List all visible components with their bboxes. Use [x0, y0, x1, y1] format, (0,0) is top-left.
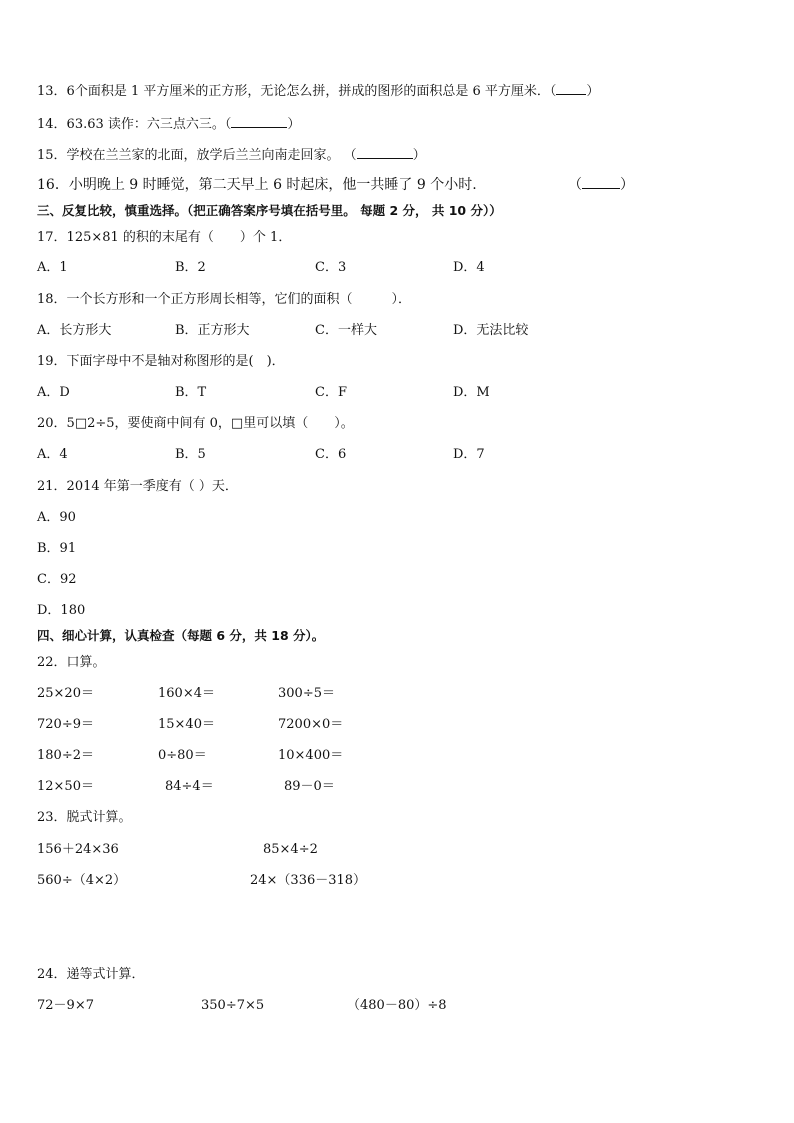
calc-item: 156＋24×36	[37, 842, 119, 857]
calc-item: 84÷4＝	[165, 779, 214, 794]
calc-item: 12×50＝	[37, 779, 94, 794]
question-16-answer: （ ）	[568, 177, 634, 193]
option-c[interactable]: C．一样大	[315, 323, 377, 338]
calc-item: 720÷9＝	[37, 717, 94, 732]
option-a[interactable]: A．长方形大	[37, 323, 112, 338]
calc-item: 24×（336－318）	[250, 873, 367, 888]
option-b[interactable]: B．91	[37, 541, 77, 556]
option-d[interactable]: D．无法比较	[453, 323, 529, 338]
calc-item: 72－9×7	[37, 998, 94, 1013]
question-17-stem: 17．125×81 的积的末尾有（ ）个 1．	[37, 230, 292, 245]
question-14: 14．63.63 读作：六三点六三。（ ）	[37, 117, 301, 132]
question-16-text: 16．小明晚上 9 时睡觉，第二天早上 6 时起床，他一共睡了 9 个小时.	[37, 177, 477, 193]
question-15-text: 15．学校在兰兰家的北面，放学后兰兰向南走回家。 （	[37, 148, 357, 163]
calc-item: 300÷5＝	[278, 686, 335, 701]
calc-item: 560÷（4×2）	[37, 873, 127, 888]
calc-item: 0÷80＝	[158, 748, 207, 763]
calc-item: 180÷2＝	[37, 748, 94, 763]
option-b[interactable]: B．2	[175, 260, 206, 275]
option-b[interactable]: B．T	[175, 385, 207, 400]
section-4-title: 四、细心计算，认真检查（每题 6 分，共 18 分）。	[37, 628, 325, 643]
calc-item: （480－80）÷8	[347, 998, 447, 1013]
section-3-title: 三、反复比较，慎重选择。（把正确答案序号填在括号里。 每题 2 分， 共 10 分））	[37, 203, 502, 218]
question-18-stem: 18．一个长方形和一个正方形周长相等，它们的面积（ ）．	[37, 292, 412, 307]
option-c[interactable]: C．6	[315, 447, 347, 462]
question-13-text: 13．6个面积是 1 平方厘米的正方形，无论怎么拼，拼成的图形的面积总是 6 平方厘米．（	[37, 84, 557, 99]
option-d[interactable]: D．7	[453, 447, 485, 462]
option-a[interactable]: A．1	[37, 260, 68, 275]
answer-blank[interactable]	[357, 146, 413, 159]
option-b[interactable]: B．5	[175, 447, 206, 462]
question-14-text: 14．63.63 读作：六三点六三。（	[37, 117, 232, 132]
calc-item: 25×20＝	[37, 686, 94, 701]
option-d[interactable]: D．4	[453, 260, 485, 275]
question-13: 13．6个面积是 1 平方厘米的正方形，无论怎么拼，拼成的图形的面积总是 6 平方厘米．（ ）	[37, 84, 600, 99]
option-b[interactable]: B．正方形大	[175, 323, 250, 338]
option-a[interactable]: A．4	[37, 447, 68, 462]
option-c[interactable]: C．3	[315, 260, 347, 275]
calc-item: 10×400＝	[278, 748, 344, 763]
question-15: 15．学校在兰兰家的北面，放学后兰兰向南走回家。 （ ）	[37, 148, 426, 163]
answer-blank[interactable]	[231, 115, 287, 128]
question-20-stem: 20．5□2÷5，要使商中间有 0，□里可以填（ ）。	[37, 416, 354, 431]
question-19-stem: 19．下面字母中不是轴对称图形的是( )．	[37, 354, 285, 369]
calc-item: 85×4÷2	[263, 842, 318, 857]
question-24-stem: 24．递等式计算．	[37, 967, 145, 982]
calc-item: 7200×0＝	[278, 717, 344, 732]
question-21-stem: 21．2014 年第一季度有（ ）天．	[37, 479, 238, 494]
option-a[interactable]: A．D	[37, 385, 70, 400]
option-c[interactable]: C．92	[37, 572, 77, 587]
calc-item: 15×40＝	[158, 717, 215, 732]
question-23-stem: 23．脱式计算。	[37, 810, 132, 825]
option-d[interactable]: D．180	[37, 603, 86, 618]
answer-blank[interactable]	[556, 82, 586, 95]
calc-item: 160×4＝	[158, 686, 215, 701]
calc-item: 89－0＝	[284, 779, 335, 794]
option-a[interactable]: A．90	[37, 510, 76, 525]
answer-blank[interactable]	[582, 176, 620, 189]
question-22-stem: 22．口算。	[37, 655, 106, 670]
option-d[interactable]: D．M	[453, 385, 490, 400]
question-16	[37, 176, 477, 194]
option-c[interactable]: C．F	[315, 385, 347, 400]
calc-item: 350÷7×5	[201, 998, 265, 1013]
